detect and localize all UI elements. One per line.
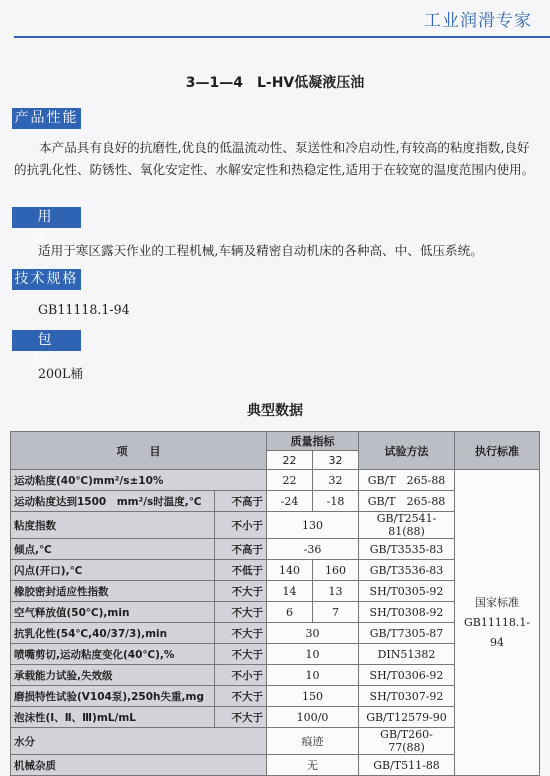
page-header: [0, 0, 550, 40]
row-item-name: 承载能力试验,失效级: [11, 665, 215, 686]
executive-standard: 国家标准 GB11118.1-94: [455, 470, 540, 776]
row-value: -36: [267, 539, 359, 560]
header-divider: [14, 36, 550, 38]
row-item-name: 泡沫性(Ⅰ、Ⅱ、Ⅲ)mL/mL: [11, 707, 215, 728]
row-item-name: 运动粘度(40℃)mm²/s±10%: [11, 470, 267, 491]
row-test-method: GB/T12579-90: [359, 707, 455, 728]
header-quality: 质量指标: [267, 432, 359, 451]
row-value-22: 6: [267, 602, 313, 623]
header-brand-text: 工业润滑专家: [424, 11, 532, 31]
header-standard: 执行标准: [455, 432, 540, 470]
row-condition: 不大于: [215, 602, 267, 623]
row-test-method: SH/T0308-92: [359, 602, 455, 623]
row-condition: 不低于: [215, 560, 267, 581]
header-grade-22: 22: [267, 451, 313, 470]
row-condition: 不大于: [215, 644, 267, 665]
row-item-name: 机械杂质: [11, 755, 267, 776]
row-value-22: 22: [267, 470, 313, 491]
product-title: 3—1—4 L-HV低凝液压油: [185, 75, 365, 91]
row-condition: 不小于: [215, 665, 267, 686]
row-value: 150: [267, 686, 359, 707]
row-condition: 不大于: [215, 623, 267, 644]
row-value-32: -18: [313, 491, 359, 512]
row-condition: 不小于: [215, 512, 267, 539]
row-condition: 不大于: [215, 686, 267, 707]
row-item-name: 水分: [11, 728, 267, 755]
row-value-22: 140: [267, 560, 313, 581]
row-item-name: 运动粘度达到1500 mm²/s时温度,℃: [11, 491, 215, 512]
row-test-method: GB/T3535-83: [359, 539, 455, 560]
section-usage-heading: 用 途: [12, 207, 81, 228]
row-condition: 不大于: [215, 581, 267, 602]
row-value-32: 160: [313, 560, 359, 581]
usage-text: 适用于寒区露天作业的工程机械,车辆及精密自动机床的各种高、中、低压系统。: [38, 243, 483, 258]
row-value: 10: [267, 665, 359, 686]
row-item-name: 抗乳化性(54℃,40/37/3),min: [11, 623, 215, 644]
row-condition: 不高于: [215, 491, 267, 512]
row-value-22: -24: [267, 491, 313, 512]
spec-text: GB11118.1-94: [38, 302, 130, 317]
row-test-method: SH/T0306-92: [359, 665, 455, 686]
row-value-22: 14: [267, 581, 313, 602]
header-item: 项 目: [11, 432, 267, 470]
row-test-method: GB/T 265-88: [359, 491, 455, 512]
row-value-32: 13: [313, 581, 359, 602]
row-test-method: GB/T260-77(88): [359, 728, 455, 755]
section-spec-heading: 技术规格: [12, 269, 81, 290]
row-test-method: GB/T511-88: [359, 755, 455, 776]
row-test-method: GB/T2541-81(88): [359, 512, 455, 539]
row-test-method: GB/T 265-88: [359, 470, 455, 491]
package-text: 200L桶: [38, 366, 83, 381]
table-body: [11, 470, 540, 776]
row-value-32: 32: [313, 470, 359, 491]
row-item-name: 磨损特性试验(Ⅴ104泵),250h失重,mg: [11, 686, 215, 707]
row-test-method: SH/T0305-92: [359, 581, 455, 602]
row-item-name: 喷嘴剪切,运动粘度变化(40℃),%: [11, 644, 215, 665]
table-row: [11, 470, 540, 491]
row-test-method: SH/T0307-92: [359, 686, 455, 707]
section-package-heading: 包 装: [12, 330, 81, 351]
row-item-name: 橡胶密封适应性指数: [11, 581, 215, 602]
section-performance-heading: 产品性能: [12, 108, 81, 129]
row-value: 痕迹: [267, 728, 359, 755]
header-method: 试验方法: [359, 432, 455, 470]
header-grade-32: 32: [313, 451, 359, 470]
row-item-name: 粘度指数: [11, 512, 215, 539]
typical-data-table: [10, 431, 540, 776]
performance-text: 本产品具有良好的抗磨性,优良的低温流动性、泵送性和冷启动性,有较高的粘度指数,良好的抗乳化性、防锈性、氧化安定性、水解安定性和热稳定性,适用于在较宽的温度范围内使用。: [14, 140, 535, 177]
row-value: 10: [267, 644, 359, 665]
row-test-method: DIN51382: [359, 644, 455, 665]
row-value: 无: [267, 755, 359, 776]
table-title: 典型数据: [247, 403, 303, 419]
row-value: 100/0: [267, 707, 359, 728]
row-item-name: 倾点,℃: [11, 539, 215, 560]
row-value-32: 7: [313, 602, 359, 623]
row-condition: 不大于: [215, 707, 267, 728]
row-condition: 不高于: [215, 539, 267, 560]
row-test-method: GB/T7305-87: [359, 623, 455, 644]
row-value: 130: [267, 512, 359, 539]
row-item-name: 闪点(开口),℃: [11, 560, 215, 581]
row-value: 30: [267, 623, 359, 644]
row-item-name: 空气释放值(50℃),min: [11, 602, 215, 623]
row-test-method: GB/T3536-83: [359, 560, 455, 581]
